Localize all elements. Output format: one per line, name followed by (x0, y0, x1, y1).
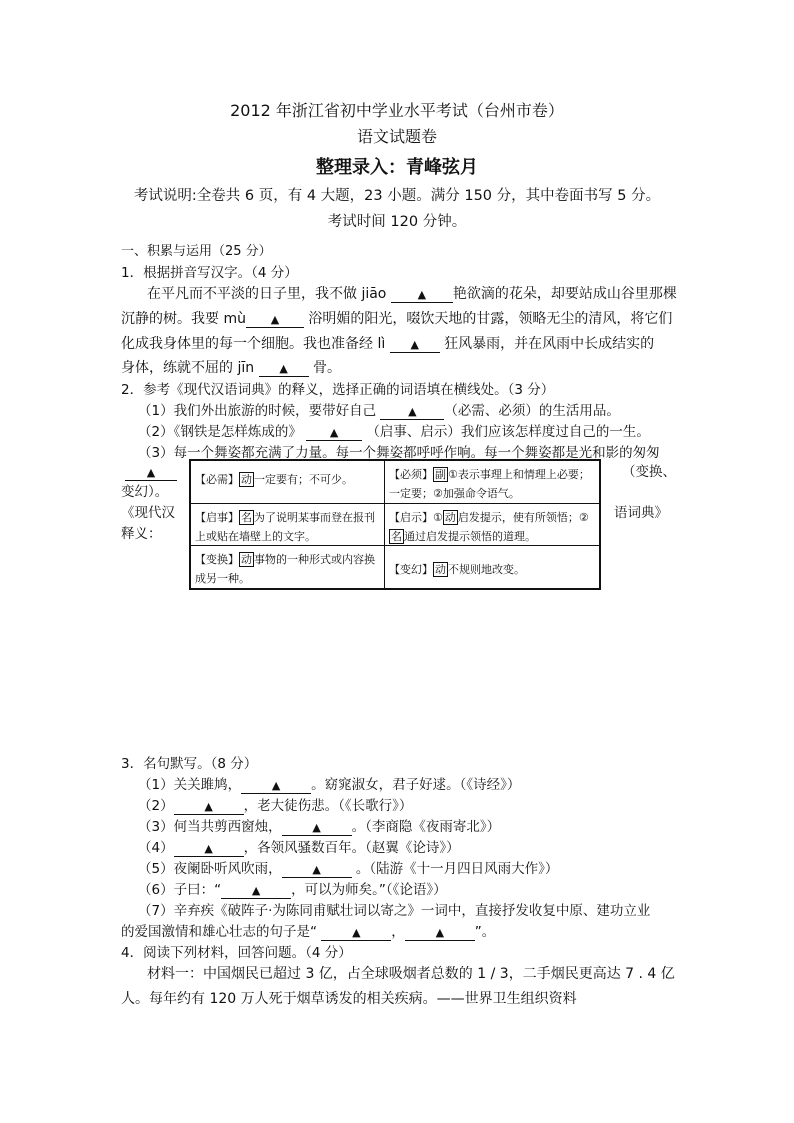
answer-blank: ▲ (380, 405, 444, 420)
q3-line-3 (138, 815, 500, 836)
dict-entry-qishi-reveal (385, 504, 599, 546)
answer-blank: ▲ (390, 338, 440, 353)
q3-text: （5）夜阑卧听风吹雨， (138, 861, 282, 877)
section-heading: 一、积累与运用（25 分） (121, 244, 272, 259)
entry-word: 【必需】 (195, 473, 239, 486)
answer-blank: ▲ (174, 800, 244, 815)
pos-tag: 动 (444, 511, 456, 524)
q1-text: 身体，练就不屈的 jīn (121, 360, 259, 376)
q1-line-4 (121, 357, 341, 377)
answer-blank: ▲ (221, 884, 291, 899)
q2-right-fragment: （变换、 (622, 464, 676, 480)
dict-entry-bixu-need (191, 466, 384, 489)
q3-stem: 3．名句默写。（8 分） (121, 756, 258, 772)
entry-word: 【启事】 (195, 511, 239, 524)
q3-text: （1）关关雎鸠， (138, 777, 242, 793)
entry-word: 【必须】 (389, 468, 433, 481)
entry-word: 【启示】 (389, 511, 433, 524)
exam-note-1: 考试说明:全卷共 6 页，有 4 大题，23 小题。满分 150 分，其中卷面书写 5 分。 (133, 188, 661, 204)
answer-blank: ▲ (391, 288, 453, 303)
q3-text: ，各领风骚数百年。（赵翼《论诗》） (243, 840, 460, 856)
q2-sentence-1 (138, 399, 620, 420)
q3-line-1 (138, 773, 520, 794)
dictionary-table (189, 459, 601, 590)
q3-text: （3）何当共剪西窗烛， (138, 819, 282, 835)
entry-definition: 事物的一种形式或内容换成另一种。 (195, 553, 375, 585)
q3-line-2 (138, 794, 412, 815)
pos-tag: 名 (391, 530, 402, 543)
entry-word: 【变幻】 (389, 563, 433, 576)
q3-text: ， (391, 924, 405, 940)
answer-blank: ▲ (259, 362, 309, 377)
q3-text: 。（李商隐《夜雨寄北》） (351, 819, 501, 835)
q3-line-7: （7）辛弃疾《破阵子·为陈同甫赋壮词以寄之》一词中，直接抒发收复中原、建功立业 (138, 903, 651, 919)
q3-text: 的爱国激情和雄心壮志的句子是“ (121, 924, 322, 940)
q1-stem: 1．根据拼音写汉字。（4 分） (121, 265, 298, 281)
answer-blank: ▲ (246, 313, 304, 328)
answer-blank: ▲ (241, 779, 311, 794)
q1-text: 艳欲滴的花朵，却要站成山谷里那棵 (452, 286, 677, 302)
q4-stem: 4．阅读下列材料，回答问题。（4 分） (121, 945, 352, 961)
q3-line-5 (138, 857, 558, 878)
q3-line-6 (138, 878, 447, 899)
answer-blank: ▲ (282, 863, 352, 878)
dict-entry-qishi-notice (191, 504, 384, 546)
entry-definition: 为了说明某事而登在报刊上或贴在墙壁上的文字。 (195, 511, 375, 543)
pos-tag: 名 (241, 511, 252, 524)
answer-blank: ▲ (405, 926, 475, 941)
q3-text: （6）子曰：“ (138, 882, 222, 898)
pos-tag: 动 (241, 553, 252, 566)
q4-material-line-1: 材料一：中国烟民已超过 3 亿，占全球吸烟者总数的 1 / 3，二手烟民更高达 7 . 4 亿 (147, 966, 675, 982)
exam-title: 2012 年浙江省初中学业水平考试（台州市卷） (230, 101, 564, 120)
pos-tag: 副 (435, 468, 446, 481)
q1-text: 沉静的树。我要 mù (121, 311, 246, 327)
entry-definition: 通过启发提示领悟的道理。 (404, 530, 536, 543)
q1-text: 狂风暴雨，并在风雨中长成结实的 (439, 336, 655, 352)
q1-text: 在平凡而不平淡的日子里，我不做 jiāo (147, 286, 391, 302)
q2-stem: 2．参考《现代汉语词典》的释义，选择正确的词语填在横线处。（3 分） (121, 382, 555, 398)
entry-definition: 一定要有；不可少。 (254, 473, 353, 486)
q1-text: 浴明媚的阳光，啜饮天地的甘露，领略无尘的清风，将它们 (303, 311, 673, 327)
q2-text: （必需、必须）的生活用品。 (444, 403, 620, 419)
dict-entry-bixu-must (385, 461, 599, 503)
sense-number: ① (433, 511, 443, 524)
q2-sentence-3: （3）每一个舞姿都充满了力量。每一个舞姿都呼呼作响。每一个舞姿都是光和影的匆匆 (138, 445, 660, 461)
q1-line-3 (121, 333, 654, 353)
q2-right-dict: 语词典》 (614, 505, 668, 521)
dict-entry-bianhuan-2 (385, 556, 599, 579)
q2-left-gloss: 释义： (121, 526, 162, 542)
exam-note-2: 考试时间 120 分钟。 (327, 214, 467, 230)
q2-text: （2）《钢铁是怎样炼成的》 (138, 424, 307, 440)
pos-tag: 动 (241, 473, 252, 486)
answer-blank: ▲ (174, 842, 244, 857)
q3-text: 。窈窕淑女，君子好逑。（《诗经》） (311, 777, 521, 793)
q3-text: ”。 (474, 924, 496, 940)
q3-line-8 (121, 920, 495, 941)
q3-text: ，可以为师矣。”（《论语》） (291, 882, 447, 898)
q1-line-1 (147, 283, 677, 303)
q4-material-line-2: 人。每年约有 120 万人死于烟草诱发的相关疾病。——世界卫生组织资料 (121, 991, 577, 1007)
entry-definition: ①表示事理上和情理上必要；一定要；②加强命令语气。 (389, 468, 590, 500)
answer-blank: ▲ (306, 426, 362, 441)
entry-word: 【变换】 (195, 553, 239, 566)
entry-definition: 不规则地改变。 (448, 563, 525, 576)
entry-definition: 启发提示，使有所领悟；② (457, 511, 589, 524)
editor-line: 整理录入：青峰弦月 (316, 157, 478, 178)
q2-sentence-2 (138, 420, 650, 441)
q1-text: 骨。 (308, 360, 342, 376)
q2-blank-3 (125, 461, 177, 481)
q2-left-fragment: 变幻）。 (121, 484, 169, 500)
q1-line-2 (121, 308, 672, 328)
answer-blank: ▲ (125, 466, 177, 481)
q2-text: （启事、启示）我们应该怎样度过自己的一生。 (362, 424, 650, 440)
exam-subtitle: 语文试题卷 (356, 127, 437, 146)
q3-line-4 (138, 836, 460, 857)
q1-text: 化成我身体里的每一个细胞。我也准备经 lì (121, 336, 390, 352)
q3-text: （4） (138, 840, 174, 856)
q3-text: 。（陆游《十一月四日风雨大作》） (351, 861, 559, 877)
q3-text: ，老大徒伤悲。（《长歌行》） (243, 798, 413, 814)
answer-blank: ▲ (282, 821, 352, 836)
q3-text: （2） (138, 798, 174, 814)
q2-left-dict: 《现代汉 (121, 505, 175, 521)
answer-blank: ▲ (321, 926, 391, 941)
q2-text: （1）我们外出旅游的时候，要带好自己 (138, 403, 381, 419)
pos-tag: 动 (435, 563, 446, 576)
dict-entry-bianhuan (191, 546, 384, 588)
